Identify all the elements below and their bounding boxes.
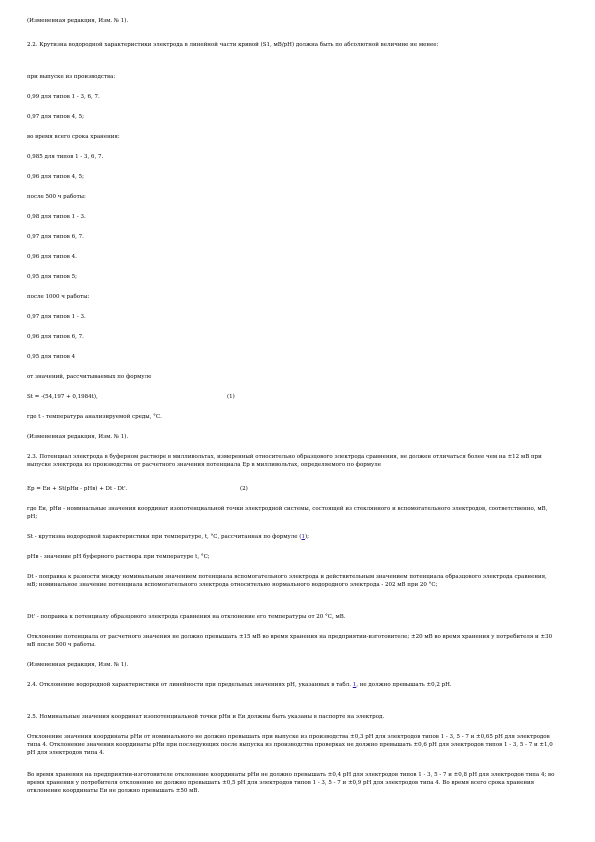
list-item: 0,96 для типов 4, 5; bbox=[27, 174, 84, 180]
clause-2-5: 2.5. Номинальные значения координат изопотенциальной точки pHи и Eи должны быть указаны в паспорте на электрод. bbox=[27, 714, 385, 720]
list-item: 0,96 для типов 4. bbox=[27, 254, 77, 260]
formula-1-text: St = -(54,197 + 0,1984t), bbox=[27, 394, 98, 400]
list-item: 0,97 для типов 4, 5; bbox=[27, 114, 84, 120]
formula-1-link[interactable]: 1 bbox=[301, 534, 305, 540]
clause-2-3: 2.3. Потенциал электрода в буферном растворе в милливольтах, измеренный относительно образцового электрода сравнения, не должен отличаться более чем на ±12 мВ при выпуске электрода из производства от расчетного значения потенциала Ep в милливольтах, определяемого по формуле bbox=[27, 454, 542, 468]
clause-2-4-text: 2.4. Отклонение водородной характеристики от линейности при предельных значениях pH, указанных в табл. bbox=[27, 682, 353, 688]
formula-1-where: где t - температура анализируемой среды, °С. bbox=[27, 414, 162, 420]
formula-1-number: (1) bbox=[227, 394, 235, 400]
list-item: 0,99 для типов 1 - 3, 6, 7. bbox=[27, 94, 100, 100]
list-item: при выпуске из производства: bbox=[27, 74, 116, 80]
amendment-note: (Измененная редакция, Изм. № 1). bbox=[27, 662, 129, 668]
list-item: после 1000 ч работы: bbox=[27, 294, 90, 300]
list-item: 0,97 для типов 1 - 3. bbox=[27, 314, 86, 320]
list-item: 0,96 для типов 6, 7. bbox=[27, 334, 84, 340]
list-item: во время всего срока хранения: bbox=[27, 134, 120, 140]
clause-2-4 bbox=[27, 681, 557, 689]
list-item: после 500 ч работы: bbox=[27, 194, 86, 200]
clause-2-4-tail: , не должно превышать ±0,2 pH. bbox=[356, 682, 452, 688]
clause-2-5-storage: Во время хранения на предприятии-изготовителе отклонение координаты pHи не должно превышать ±0,4 pH для электродов типов 1 - 3, 5 - 7 и ±0,8 pH для электродов типа 4; во время хранения у потребителя отклонение не должно превышать ±0,5 pH для электродов типов 1 - 3, 5 - 7 и ±0,9 pH для электродов типа 4. Во время всего срока хранения отклонение координаты Eи не должно превышать ±50 мВ. bbox=[27, 772, 555, 794]
formula-2-where: где Eи, pHи - номинальные значения координат изопотенциальной точки электродной системы, состоящей из стеклянного и вспомогательного электродов, соответственно, мВ, pH; bbox=[27, 506, 548, 520]
dt2-definition: Dt' - поправка к потенциалу образцового электрода сравнения на отклонение его температуры от 20 °С, мВ. bbox=[27, 614, 346, 620]
clause-2-5-deviation: Отклонение значения координаты pHи от номинального не должно превышать при выпуске из производства ±0,3 pH для электродов типов 1 - 3, 5 - 7 и ±0,65 pH для электродов типа 4. Отклонение значения координаты pHи при последующих после выпуска из производства проверках не должно превышать ±0,6 pH для электродов типов 1 - 3, 5 - 7 и ±1,0 pH для электродов типа 4. bbox=[27, 734, 553, 756]
amendment-note: (Измененная редакция, Изм. № 1). bbox=[27, 18, 129, 24]
formula-1 bbox=[27, 393, 557, 401]
phv-definition: pHв - значение pH буферного раствора при температуре t, °С; bbox=[27, 554, 210, 560]
list-item: 0,97 для типов 6, 7. bbox=[27, 234, 84, 240]
table-1-link[interactable]: 1 bbox=[352, 682, 357, 688]
amendment-note: (Измененная редакция, Изм. № 1). bbox=[27, 434, 129, 440]
formula-intro: от значений, рассчитываемых по формуле bbox=[27, 374, 152, 380]
formula-2 bbox=[27, 485, 557, 493]
list-item: 0,95 для типов 4 bbox=[27, 354, 76, 360]
st-definition-tail: ); bbox=[304, 534, 309, 540]
st-definition-text: St - крутизна водородной характеристики при температуре, t, °С, рассчитанная по формуле ( bbox=[27, 534, 302, 540]
clause-2-2: 2.2. Крутизна водородной характеристики электрода в линейной части кривой (S1, мВ/pH) должна быть по абсолютной величине не менее: bbox=[27, 42, 439, 48]
formula-2-text: Ep = Eи + St(pHи - pHв) + Dt - Dt'. bbox=[27, 486, 128, 492]
list-item: 0,98 для типов 1 - 3. bbox=[27, 214, 86, 220]
dt-definition: Dt - поправка к разности между номинальным значением потенциала вспомогательного электрода и действительным значением потенциала образцового электрода сравнения, мВ; номинальное значение потенциала вспомогательного электрода относительно нормального водородного электрода - 202 мВ при 20 °С; bbox=[27, 574, 547, 588]
list-item: 0,95 для типов 5; bbox=[27, 274, 77, 280]
list-item: 0,985 для типов 1 - 3, 6, 7. bbox=[27, 154, 104, 160]
formula-2-number: (2) bbox=[240, 486, 248, 492]
deviation-paragraph: Отклонение потенциала от расчетного значения не должно превышать ±15 мВ во время хранения на предприятии-изготовителе; ±20 мВ во время хранения у потребителя и ±30 мВ после 500 ч работы. bbox=[27, 634, 553, 648]
st-definition bbox=[27, 533, 557, 541]
